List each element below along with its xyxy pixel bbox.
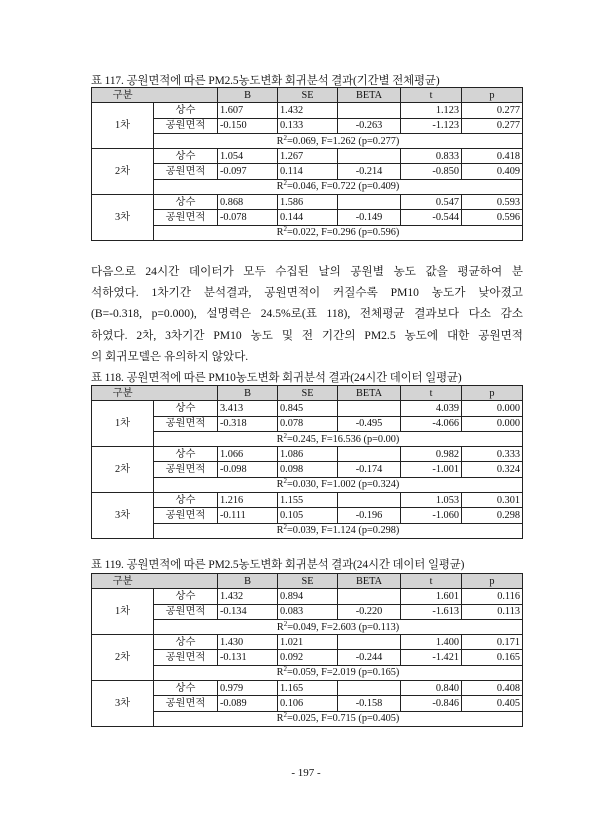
cell-p: 0.408	[462, 681, 523, 696]
cell-p: 0.277	[462, 103, 523, 118]
variable-name: 공원면적	[154, 416, 218, 431]
column-header	[154, 386, 218, 401]
cell-se: 0.105	[278, 508, 338, 523]
cell-beta	[338, 447, 401, 462]
table-row	[92, 103, 523, 118]
cell-t: -1.001	[401, 462, 462, 477]
cell-se: 0.092	[278, 650, 338, 665]
cell-t: -4.066	[401, 416, 462, 431]
cell-t: -1.123	[401, 118, 462, 133]
cell-beta: -0.149	[338, 210, 401, 225]
summary-row	[92, 179, 523, 194]
variable-name: 공원면적	[154, 462, 218, 477]
r2-superscript: 2	[283, 523, 287, 532]
cell-se: 1.586	[278, 195, 338, 210]
cell-se: 1.155	[278, 493, 338, 508]
column-header: 구분	[92, 574, 154, 589]
table-row	[92, 635, 523, 650]
paragraph-line: 석하였다. 1차기간 분석결과, 공원면적이 커질수록 PM10 농도가 낮아졌고	[91, 286, 523, 300]
cell-beta: -0.495	[338, 416, 401, 431]
table-119	[91, 573, 523, 727]
cell-t: 1.400	[401, 635, 462, 650]
cell-t: 1.601	[401, 589, 462, 604]
column-header: BETA	[338, 574, 401, 589]
r2-stats: =0.245, F=16.536 (p=0.00)	[286, 433, 400, 445]
cell-b: -0.089	[218, 696, 278, 711]
cell-b: -0.097	[218, 164, 278, 179]
r2-stats: =0.046, F=0.722 (p=0.409)	[286, 181, 400, 193]
period-label: 3차	[92, 195, 154, 241]
period-label: 3차	[92, 681, 154, 727]
cell-beta	[338, 103, 401, 118]
cell-t: 0.982	[401, 447, 462, 462]
cell-se: 1.267	[278, 149, 338, 164]
cell-b: 0.868	[218, 195, 278, 210]
cell-b: 0.979	[218, 681, 278, 696]
column-header: 구분	[92, 88, 154, 103]
cell-t: -0.846	[401, 696, 462, 711]
column-header: p	[462, 574, 523, 589]
summary-row	[92, 665, 523, 680]
r2-prefix: R	[276, 525, 284, 537]
table-row	[92, 493, 523, 508]
variable-name: 상수	[154, 149, 218, 164]
cell-se: 1.432	[278, 103, 338, 118]
cell-p: 0.000	[462, 401, 523, 416]
table-row	[92, 210, 523, 225]
caption-table-119: 표 119. 공원면적에 따른 PM2.5농도변화 회귀분석 결과(24시간 데이터 일평균)	[91, 559, 465, 571]
summary-row	[92, 225, 523, 240]
cell-p: 0.405	[462, 696, 523, 711]
summary-row	[92, 477, 523, 492]
cell-b: 1.054	[218, 149, 278, 164]
r2-prefix: R	[276, 621, 284, 633]
cell-se: 0.845	[278, 401, 338, 416]
r2-prefix: R	[276, 227, 284, 239]
column-header	[154, 88, 218, 103]
table-row	[92, 195, 523, 210]
model-summary	[154, 665, 523, 680]
cell-p: 0.593	[462, 195, 523, 210]
cell-t: -1.421	[401, 650, 462, 665]
cell-b: -0.078	[218, 210, 278, 225]
variable-name: 공원면적	[154, 508, 218, 523]
cell-b: 1.066	[218, 447, 278, 462]
page-number: - 197 -	[291, 767, 321, 779]
cell-b: 1.216	[218, 493, 278, 508]
r2-superscript: 2	[283, 619, 288, 628]
period-label: 2차	[92, 635, 154, 681]
variable-name: 상수	[154, 195, 218, 210]
cell-b: -0.111	[218, 508, 278, 523]
cell-t: 0.833	[401, 149, 462, 164]
table-117	[91, 87, 523, 241]
r2-stats: =0.030, F=1.002 (p=0.324)	[286, 479, 400, 491]
cell-b: -0.134	[218, 604, 278, 619]
r2-prefix: R	[276, 667, 284, 679]
r2-stats: =0.025, F=0.715 (p=0.405)	[286, 713, 400, 725]
period-label: 1차	[92, 401, 154, 447]
r2-prefix: R	[276, 479, 284, 491]
cell-beta: -0.174	[338, 462, 401, 477]
summary-row	[92, 619, 523, 634]
table-row	[92, 462, 523, 477]
variable-name: 상수	[154, 103, 218, 118]
cell-beta: -0.220	[338, 604, 401, 619]
table-row	[92, 696, 523, 711]
variable-name: 공원면적	[154, 164, 218, 179]
variable-name: 공원면적	[154, 210, 218, 225]
r2-superscript: 2	[283, 225, 287, 234]
cell-se: 1.165	[278, 681, 338, 696]
paragraph-line: 다음으로 24시간 데이터가 모두 수집된 날의 공원별 농도 값을 평균하여 분	[91, 265, 523, 278]
r2-superscript: 2	[283, 179, 287, 188]
variable-name: 공원면적	[154, 604, 218, 619]
cell-t: -0.850	[401, 164, 462, 179]
cell-t: 0.547	[401, 195, 462, 210]
r2-stats: =0.069, F=1.262 (p=0.277)	[286, 135, 400, 147]
cell-t: 4.039	[401, 401, 462, 416]
r2-prefix: R	[276, 181, 284, 193]
r2-superscript: 2	[283, 133, 287, 142]
variable-name: 상수	[154, 681, 218, 696]
column-header: B	[218, 88, 278, 103]
summary-row	[92, 523, 523, 538]
r2-superscript: 2	[283, 431, 287, 440]
cell-beta	[338, 149, 401, 164]
cell-t: -1.613	[401, 604, 462, 619]
column-header: SE	[278, 574, 338, 589]
cell-se: 0.083	[278, 604, 338, 619]
table-row	[92, 401, 523, 416]
variable-name: 상수	[154, 635, 218, 650]
cell-beta	[338, 493, 401, 508]
cell-b: 1.432	[218, 589, 278, 604]
table-row	[92, 589, 523, 604]
r2-prefix: R	[276, 433, 284, 445]
cell-se: 0.894	[278, 589, 338, 604]
model-summary	[154, 133, 523, 148]
cell-p: 0.418	[462, 149, 523, 164]
model-summary	[154, 431, 523, 446]
cell-p: 0.113	[462, 604, 523, 619]
r2-superscript: 2	[283, 665, 287, 674]
cell-beta: -0.196	[338, 508, 401, 523]
column-header: p	[462, 88, 523, 103]
header-row	[92, 88, 523, 103]
column-header: t	[401, 386, 462, 401]
column-header: SE	[278, 386, 338, 401]
cell-se: 1.021	[278, 635, 338, 650]
variable-name: 상수	[154, 401, 218, 416]
r2-stats: =0.039, F=1.124 (p=0.298)	[286, 525, 400, 537]
summary-row	[92, 711, 523, 726]
cell-b: 3.413	[218, 401, 278, 416]
cell-p: 0.409	[462, 164, 523, 179]
table-row	[92, 164, 523, 179]
cell-b: -0.131	[218, 650, 278, 665]
table-row	[92, 508, 523, 523]
cell-p: 0.277	[462, 118, 523, 133]
model-summary	[154, 477, 523, 492]
model-summary	[154, 619, 523, 634]
cell-beta	[338, 195, 401, 210]
cell-beta: -0.214	[338, 164, 401, 179]
cell-t: 0.840	[401, 681, 462, 696]
cell-se: 0.114	[278, 164, 338, 179]
variable-name: 공원면적	[154, 118, 218, 133]
cell-se: 0.133	[278, 118, 338, 133]
cell-b: -0.098	[218, 462, 278, 477]
cell-se: 0.078	[278, 416, 338, 431]
summary-row	[92, 431, 523, 446]
cell-t: -0.544	[401, 210, 462, 225]
r2-stats: =0.059, F=2.019 (p=0.165)	[286, 667, 400, 679]
cell-beta	[338, 589, 401, 604]
cell-b: 1.607	[218, 103, 278, 118]
table-row	[92, 681, 523, 696]
column-header: 구분	[92, 386, 154, 401]
period-label: 2차	[92, 149, 154, 195]
cell-t: 1.053	[401, 493, 462, 508]
cell-b: 1.430	[218, 635, 278, 650]
model-summary	[154, 523, 523, 538]
paragraph-line: 하였다. 2차, 3차기간 PM10 농도 및 전 기간의 PM2.5 농도에 대한 공원면적	[91, 328, 523, 342]
table-row	[92, 604, 523, 619]
variable-name: 상수	[154, 447, 218, 462]
cell-se: 0.098	[278, 462, 338, 477]
header-row	[92, 386, 523, 401]
cell-p: 0.165	[462, 650, 523, 665]
variable-name: 공원면적	[154, 650, 218, 665]
table-row	[92, 416, 523, 431]
header-row	[92, 574, 523, 589]
column-header: BETA	[338, 88, 401, 103]
column-header: B	[218, 386, 278, 401]
period-label: 2차	[92, 447, 154, 493]
cell-b: -0.150	[218, 118, 278, 133]
cell-p: 0.171	[462, 635, 523, 650]
column-header: BETA	[338, 386, 401, 401]
cell-t: 1.123	[401, 103, 462, 118]
column-header: t	[401, 574, 462, 589]
cell-p: 0.324	[462, 462, 523, 477]
caption-table-118: 표 118. 공원면적에 따른 PM10농도변화 회귀분석 결과(24시간 데이터 일평균)	[91, 372, 462, 384]
cell-p: 0.116	[462, 589, 523, 604]
table-row	[92, 118, 523, 133]
model-summary	[154, 711, 523, 726]
cell-p: 0.298	[462, 508, 523, 523]
cell-p: 0.000	[462, 416, 523, 431]
caption-table-117: 표 117. 공원면적에 따른 PM2.5농도변화 회귀분석 결과(기간별 전체평균)	[91, 75, 440, 87]
table-row	[92, 447, 523, 462]
cell-t: -1.060	[401, 508, 462, 523]
model-summary	[154, 179, 523, 194]
summary-row	[92, 133, 523, 148]
variable-name: 상수	[154, 493, 218, 508]
variable-name: 공원면적	[154, 696, 218, 711]
model-summary	[154, 225, 523, 240]
cell-beta: -0.244	[338, 650, 401, 665]
cell-se: 0.106	[278, 696, 338, 711]
column-header: p	[462, 386, 523, 401]
cell-se: 1.086	[278, 447, 338, 462]
r2-stats: =0.049, F=2.603 (p=0.113)	[287, 621, 400, 633]
body-paragraph	[91, 261, 523, 367]
cell-b: -0.318	[218, 416, 278, 431]
cell-p: 0.301	[462, 493, 523, 508]
period-label: 1차	[92, 103, 154, 149]
r2-prefix: R	[276, 713, 284, 725]
period-label: 1차	[92, 589, 154, 635]
paragraph-line: 의 회귀모델은 유의하지 않았다.	[91, 349, 249, 363]
table-row	[92, 650, 523, 665]
column-header: SE	[278, 88, 338, 103]
period-label: 3차	[92, 493, 154, 539]
cell-beta	[338, 401, 401, 416]
paragraph-line: (B=-0.318, p=0.000), 설명력은 24.5%로(표 118), 전체평균 결과보다 다소 감소	[91, 307, 523, 321]
column-header: B	[218, 574, 278, 589]
cell-beta: -0.263	[338, 118, 401, 133]
cell-beta	[338, 681, 401, 696]
cell-beta: -0.158	[338, 696, 401, 711]
r2-superscript: 2	[283, 711, 287, 720]
table-118	[91, 385, 523, 539]
cell-beta	[338, 635, 401, 650]
column-header	[154, 574, 218, 589]
column-header: t	[401, 88, 462, 103]
cell-se: 0.144	[278, 210, 338, 225]
variable-name: 상수	[154, 589, 218, 604]
r2-superscript: 2	[283, 477, 287, 486]
r2-stats: =0.022, F=0.296 (p=0.596)	[286, 227, 400, 239]
cell-p: 0.596	[462, 210, 523, 225]
table-row	[92, 149, 523, 164]
cell-p: 0.333	[462, 447, 523, 462]
r2-prefix: R	[276, 135, 284, 147]
